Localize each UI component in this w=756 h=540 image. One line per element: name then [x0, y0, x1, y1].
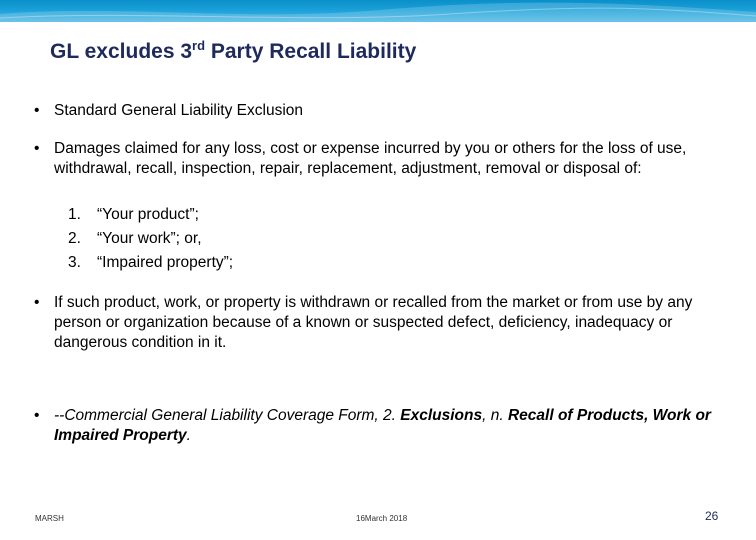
footer-brand: MARSH: [35, 514, 64, 523]
bullet-dot: •: [34, 102, 40, 119]
list-item: [68, 251, 233, 275]
list-item: [68, 227, 233, 251]
numbered-list: [68, 203, 233, 275]
list-number: 3.: [68, 254, 81, 271]
title-text-end: Party Recall Liability: [205, 40, 417, 63]
title-text-start: GL excludes 3: [50, 40, 193, 63]
list-item: [68, 203, 233, 227]
list-text: “Impaired property”;: [97, 254, 234, 271]
footer-date: 16March 2018: [356, 514, 408, 523]
bullet-citation: [34, 406, 724, 446]
citation-part: , n.: [482, 407, 508, 424]
bullet-standard-exclusion: [34, 101, 724, 121]
page-number: 26: [705, 509, 719, 523]
title-superscript: rd: [192, 38, 206, 53]
citation-text: [54, 406, 724, 446]
list-number: 1.: [68, 206, 81, 223]
bullet-damages-claimed: [34, 139, 724, 179]
list-text: “Your work”; or,: [97, 230, 202, 247]
citation-bold-part: Exclusions: [400, 407, 483, 424]
citation-part: --Commercial General Liability Coverage Form, 2.: [54, 407, 401, 424]
citation-bold-part: Recall of Products, Work or Impaired Property: [54, 407, 711, 444]
bullet-dot: •: [34, 407, 40, 424]
bullet-text: Damages claimed for any loss, cost or expense incurred by you or others for the loss of use, withdrawal, recall, inspection, repair, replacement, adjustment, removal or disposal of:: [54, 140, 687, 177]
header-band: [0, 0, 756, 22]
bullet-dot: •: [34, 294, 40, 311]
bullet-withdrawn-recalled: [34, 293, 724, 353]
bullet-text: Standard General Liability Exclusion: [54, 102, 303, 119]
bullet-text: If such product, work, or property is withdrawn or recalled from the market or from use by any person or organization because of a known or suspected defect, deficiency, inadequacy or dangerous condition in it.: [54, 294, 693, 351]
slide-title: [50, 38, 416, 64]
header-wave-decoration: [0, 0, 756, 22]
bullet-dot: •: [34, 140, 40, 157]
list-text: “Your product”;: [97, 206, 199, 223]
list-number: 2.: [68, 230, 81, 247]
citation-part: .: [186, 427, 191, 444]
